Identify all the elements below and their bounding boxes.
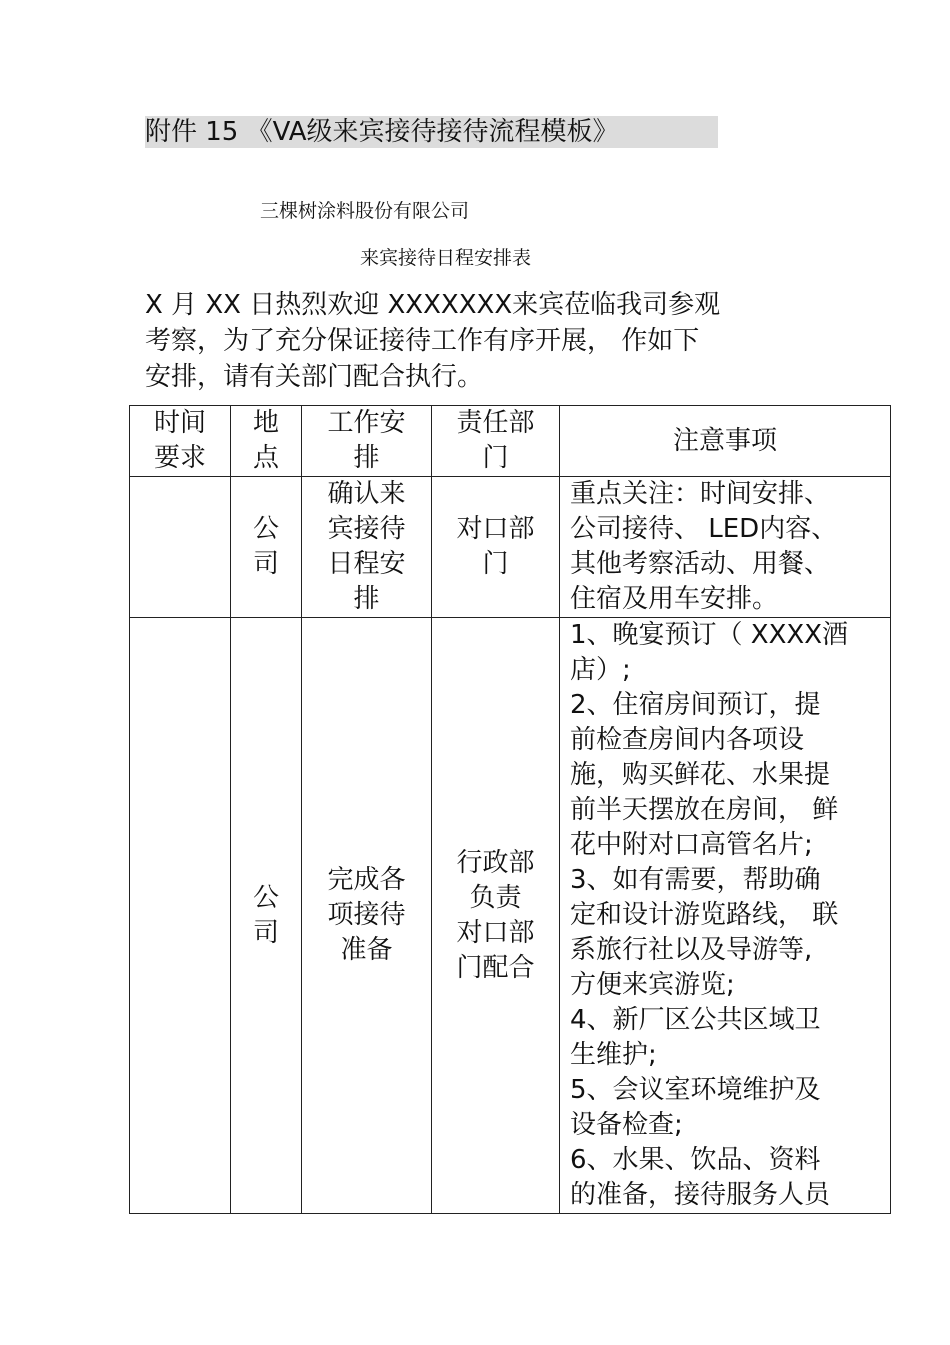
table-row: [130, 477, 891, 618]
cell-location: [231, 618, 302, 1214]
cell-text: 3、如有需要，帮助确: [570, 865, 821, 895]
cell-notes: [560, 477, 891, 618]
intro-line: X 月 XX 日热烈欢迎 XXXXXXX来宾莅临我司参观: [145, 290, 721, 320]
cell-text: 的准备，接待服务人员: [570, 1180, 831, 1210]
cell-text: 公: [252, 514, 279, 544]
cell-text: 定和设计游览路线， 联: [570, 900, 839, 930]
cell-text: 行政部: [456, 847, 535, 878]
cell-text: 前半天摆放在房间， 鲜: [570, 795, 839, 825]
cell-text: 店）;: [570, 655, 631, 685]
cell-text: 确认来: [327, 479, 406, 509]
cell-text: 完成各: [327, 865, 406, 895]
cell-text: 花中附对口高管名片;: [570, 830, 813, 860]
header-text: 责任部: [456, 408, 535, 438]
header-task: [302, 406, 432, 477]
cell-text: 准备: [340, 935, 393, 965]
cell-department: [432, 477, 560, 618]
cell-text: 对口部: [456, 514, 535, 544]
cell-time: [130, 477, 231, 618]
header-time: [130, 406, 231, 477]
header-text: 点: [252, 443, 279, 473]
cell-text: 日程安: [327, 549, 406, 579]
cell-text: 门配合: [456, 952, 535, 983]
attachment-title: 附件 15 《VA级来宾接待接待流程模板》: [145, 116, 718, 148]
cell-time: [130, 618, 231, 1214]
cell-text: 公司接待、 LED内容、: [570, 514, 838, 544]
cell-location: [231, 477, 302, 618]
header-text: 门: [482, 443, 509, 473]
cell-text: 排: [353, 584, 380, 614]
cell-text: 司: [252, 549, 279, 579]
header-text: 工作安: [327, 408, 406, 438]
intro-line: 考察，为了充分保证接待工作有序开展， 作如下: [145, 326, 700, 356]
schedule-table: [129, 405, 891, 1214]
cell-text: 2、住宿房间预订，提: [570, 690, 821, 720]
cell-text: 1、晚宴预订（ XXXX酒: [570, 620, 849, 650]
cell-notes: [560, 618, 891, 1214]
cell-text: 重点关注：时间安排、: [570, 479, 831, 509]
company-name: 三棵树涂料股份有限公司: [260, 200, 470, 222]
cell-task: [302, 477, 432, 618]
header-text: 要求: [153, 443, 206, 473]
header-location: [231, 406, 302, 477]
header-text: 排: [353, 443, 380, 473]
cell-text: 其他考察活动、用餐、: [570, 549, 831, 579]
cell-text: 5、会议室环境维护及: [570, 1075, 821, 1105]
header-text: 注意事项: [672, 425, 777, 456]
cell-text: 宾接待: [327, 514, 406, 544]
cell-text: 司: [252, 917, 279, 948]
intro-paragraph: [145, 287, 835, 395]
cell-text: 6、水果、饮品、资料: [570, 1145, 821, 1175]
cell-text: 设备检查;: [570, 1110, 683, 1140]
cell-task: [302, 618, 432, 1214]
cell-text: 负责: [469, 882, 522, 913]
cell-text: 方便来宾游览;: [570, 970, 735, 1000]
cell-text: 前检查房间内各项设: [570, 725, 805, 755]
table-header-row: [130, 406, 891, 477]
table-row: [130, 618, 891, 1214]
cell-text: 项接待: [327, 900, 406, 930]
header-text: 地: [252, 408, 279, 438]
cell-text: 住宿及用车安排。: [570, 584, 779, 614]
cell-text: 对口部: [456, 917, 535, 948]
cell-text: 公: [252, 882, 279, 913]
cell-text: 生维护;: [570, 1040, 657, 1070]
cell-department: [432, 618, 560, 1214]
header-notes: [560, 406, 891, 477]
cell-text: 4、新厂区公共区域卫: [570, 1005, 821, 1035]
cell-text: 施，购买鲜花、水果提: [570, 760, 831, 790]
schedule-title: 来宾接待日程安排表: [360, 247, 532, 269]
header-text: 时间: [153, 408, 206, 438]
cell-text: 系旅行社以及导游等,: [570, 935, 813, 965]
header-department: [432, 406, 560, 477]
cell-text: 门: [482, 549, 509, 579]
intro-line: 安排，请有关部门配合执行。: [145, 362, 484, 392]
